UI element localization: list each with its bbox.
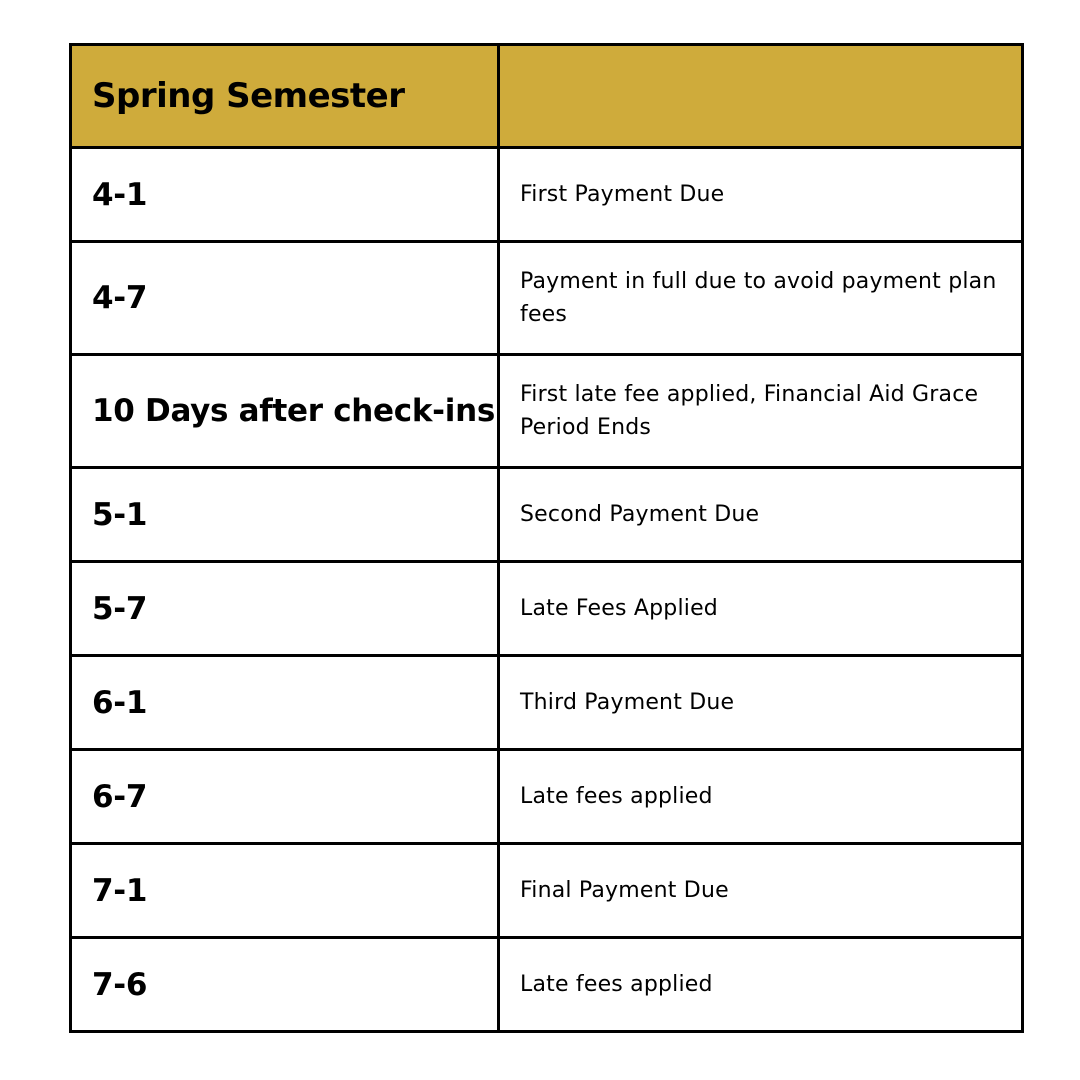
date-cell: 5-1 [71, 468, 499, 562]
description-cell: Late Fees Applied [499, 562, 1023, 656]
date-cell: 7-1 [71, 844, 499, 938]
date-cell: 6-7 [71, 750, 499, 844]
table-row [71, 148, 1023, 242]
date-cell: 4-1 [71, 148, 499, 242]
table-row [71, 562, 1023, 656]
table-row [71, 355, 1023, 468]
table-row [71, 656, 1023, 750]
header-empty-cell [499, 45, 1023, 148]
table-header-row [71, 45, 1023, 148]
description-cell: Payment in full due to avoid payment plan fees [499, 242, 1023, 355]
table-row [71, 938, 1023, 1032]
table-row [71, 468, 1023, 562]
date-cell: 5-7 [71, 562, 499, 656]
date-cell: 7-6 [71, 938, 499, 1032]
table-row [71, 750, 1023, 844]
description-cell: First Payment Due [499, 148, 1023, 242]
description-cell: Second Payment Due [499, 468, 1023, 562]
date-cell: 6-1 [71, 656, 499, 750]
table-row [71, 242, 1023, 355]
description-cell: First late fee applied, Financial Aid Grace Period Ends [499, 355, 1023, 468]
payment-schedule-table [69, 43, 1024, 1033]
table-row [71, 844, 1023, 938]
description-cell: Late fees applied [499, 750, 1023, 844]
date-cell: 10 Days after check-ins [71, 355, 499, 468]
date-cell: 4-7 [71, 242, 499, 355]
description-cell: Final Payment Due [499, 844, 1023, 938]
description-cell: Third Payment Due [499, 656, 1023, 750]
description-cell: Late fees applied [499, 938, 1023, 1032]
header-title-cell: Spring Semester [71, 45, 499, 148]
